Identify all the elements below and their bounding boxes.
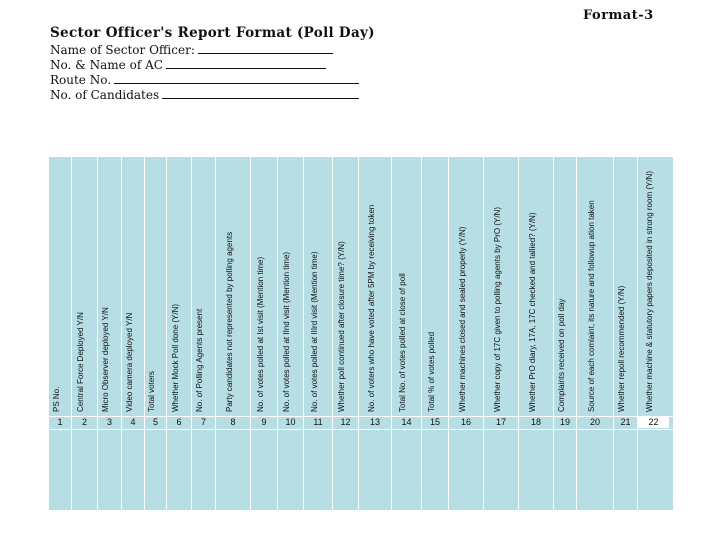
column-header: No. of Polling Agents present: [195, 308, 204, 412]
column-header: No. of votes polled at Ist visit (Mention time): [255, 256, 265, 412]
field-label: No. & Name of AC: [50, 58, 163, 72]
field-ac: [50, 57, 326, 73]
column-number: 2: [81, 417, 87, 427]
column-number: 15: [429, 417, 440, 427]
column-header: Whether poll continued after closure time? (Y/N): [337, 241, 346, 412]
column-10: [277, 157, 303, 510]
column-number: 4: [130, 417, 136, 427]
column-2: [71, 157, 97, 510]
column-header: Whether machine & statutory papers deposited in strong room (Y/N): [645, 171, 654, 412]
field-sector-officer: [50, 42, 333, 58]
column-number: 22: [638, 416, 669, 428]
column-number: 17: [495, 417, 506, 427]
column-21: [613, 157, 637, 510]
column-header: No. of voters who have voted after 5PM by receiving token: [366, 204, 376, 412]
column-22: [637, 157, 669, 510]
column-number: 10: [285, 417, 296, 427]
column-header: Total No. of votes polled at close of poll: [398, 273, 407, 412]
column-4: [121, 157, 144, 510]
column-header: Party candidates not represented by polling agents: [224, 231, 234, 412]
column-number: 6: [176, 417, 182, 427]
column-number: 5: [152, 417, 158, 427]
column-14: [391, 157, 421, 510]
column-header: Whether repoll recommended (Y/N): [617, 285, 626, 412]
column-header: No. of votes polled at IInd visit (Mention time): [282, 251, 291, 412]
column-number: 16: [460, 417, 471, 427]
blank-line: [114, 72, 359, 84]
blank-line: [198, 42, 333, 54]
column-header: Source of each comlaint, its nature and followup ation taken: [586, 200, 596, 412]
column-number: 8: [230, 417, 236, 427]
column-number: 21: [620, 417, 631, 427]
column-number: 14: [401, 417, 412, 427]
column-header: No. of votes polled at IIIrd visit (Mention time): [309, 251, 319, 412]
field-label: Route No.: [50, 73, 112, 87]
column-header: Total voters: [147, 371, 156, 412]
column-number: 20: [589, 417, 600, 427]
column-number: 18: [530, 417, 541, 427]
column-number: 19: [559, 417, 570, 427]
column-20: [576, 157, 613, 510]
page-title: Sector Officer's Report Format (Poll Day): [50, 25, 375, 41]
column-9: [250, 157, 277, 510]
column-3: [97, 157, 121, 510]
column-18: [518, 157, 553, 510]
column-11: [303, 157, 332, 510]
column-number: 13: [369, 417, 380, 427]
field-route: [50, 72, 359, 88]
format-label: Format-3: [583, 8, 654, 23]
column-16: [448, 157, 483, 510]
report-table: [48, 157, 673, 510]
column-1: [48, 157, 71, 510]
blank-line: [166, 57, 326, 69]
column-number: 7: [200, 417, 206, 427]
column-number: 1: [57, 417, 63, 427]
column-19: [553, 157, 576, 510]
field-label: No. of Candidates: [50, 88, 160, 102]
column-header: Video camera deployed Y/N: [124, 312, 134, 412]
column-number: 3: [106, 417, 112, 427]
field-candidates: [50, 87, 359, 103]
column-header: Whether machines closed and sealed properly (Y/N): [457, 226, 467, 412]
field-label: Name of Sector Officer:: [50, 43, 195, 57]
column-12: [332, 157, 358, 510]
column-8: [215, 157, 250, 510]
column-15: [421, 157, 448, 510]
column-header: Whether Mock Poll done (Y/N): [170, 303, 180, 412]
column-7: [191, 157, 215, 510]
column-header: Whether copy of 17C given to polling agents by PrO (Y/N): [492, 207, 502, 412]
blank-line: [162, 87, 359, 99]
column-number: 12: [340, 417, 351, 427]
column-6: [166, 157, 191, 510]
column-header: Micro Observer deployed Y/N: [101, 307, 110, 412]
column-number: 11: [313, 417, 323, 427]
column-header: Whether PrO diary, 17A, 17C checked and tallied? (Y/N): [527, 212, 537, 412]
column-header: Total % of votes polled: [426, 331, 436, 412]
column-number: 9: [261, 417, 267, 427]
column-13: [358, 157, 391, 510]
column-header: Complaints received on poll day: [556, 298, 566, 412]
column-header: Central Force Deployed Y/N: [76, 312, 85, 412]
column-17: [483, 157, 518, 510]
column-header: PS No.: [51, 386, 61, 412]
column-5: [144, 157, 166, 510]
